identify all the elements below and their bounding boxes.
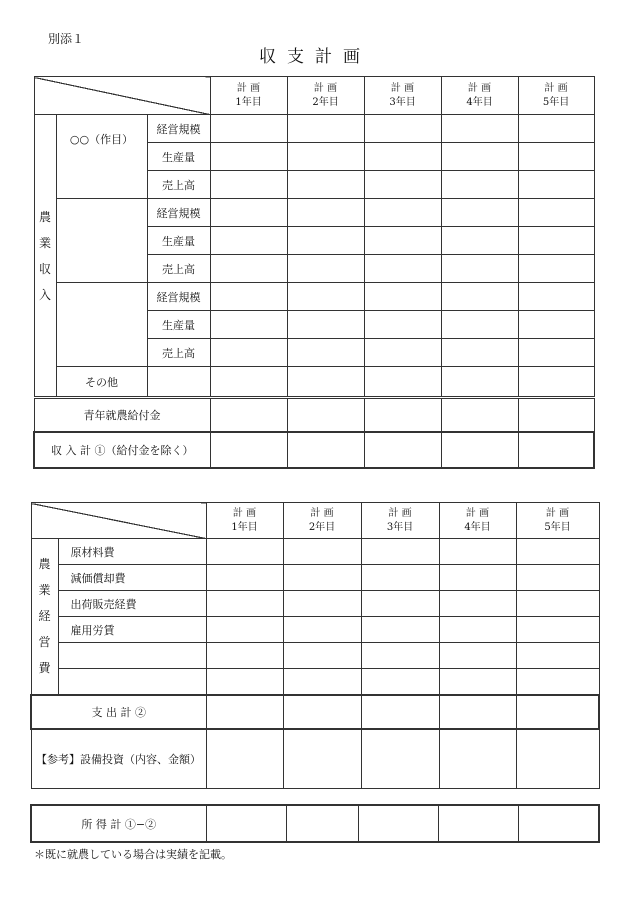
data-cell[interactable] [441,115,518,143]
data-cell[interactable] [286,805,358,842]
income-header-row [34,77,594,115]
data-cell[interactable] [287,115,364,143]
data-cell[interactable] [441,199,518,227]
data-cell[interactable] [439,617,516,643]
data-cell[interactable] [438,805,518,842]
subsidy-label: 青年就農給付金 [34,398,210,432]
data-cell[interactable] [516,591,599,617]
item-label: 生産量 [147,311,210,339]
profit-total-label: 所 得 計 ①−② [31,805,206,842]
data-cell[interactable] [287,398,364,432]
data-cell[interactable] [361,565,439,591]
data-cell[interactable] [518,143,594,171]
expense-item-label: 原材料費 [58,539,206,565]
data-cell[interactable] [516,643,599,669]
data-cell[interactable] [364,171,441,199]
data-cell[interactable] [364,255,441,283]
data-cell[interactable] [206,617,283,643]
data-cell[interactable] [287,311,364,339]
crop-name-cell[interactable] [56,199,147,283]
data-cell[interactable] [364,199,441,227]
data-cell[interactable] [518,367,594,398]
expense-item-label[interactable] [58,669,206,695]
header-diagonal-cell [31,503,206,539]
data-cell[interactable] [210,255,287,283]
year-header: 計 画 1年目 [206,503,283,539]
income-table [33,76,595,469]
annex-label: 別添１ [48,32,85,46]
data-cell[interactable] [283,539,361,565]
profit-table [30,804,600,843]
expense-item-label: 出荷販売経費 [58,591,206,617]
data-cell[interactable] [206,591,283,617]
data-cell[interactable] [518,255,594,283]
year-header: 計 画 5年目 [518,77,594,115]
data-cell[interactable] [283,669,361,695]
other-item-cell[interactable] [147,367,210,398]
data-cell[interactable] [518,283,594,311]
data-cell[interactable] [206,695,283,729]
data-cell[interactable] [439,669,516,695]
data-cell[interactable] [287,339,364,367]
data-cell[interactable] [361,729,439,789]
data-cell[interactable] [439,729,516,789]
data-cell[interactable] [364,432,441,468]
data-cell[interactable] [361,539,439,565]
data-cell[interactable] [361,643,439,669]
year-header: 計 画 3年目 [364,77,441,115]
item-label: 生産量 [147,227,210,255]
data-cell[interactable] [518,432,594,468]
data-cell[interactable] [210,339,287,367]
item-label: 生産量 [147,143,210,171]
item-label: 経営規模 [147,115,210,143]
data-cell[interactable] [518,339,594,367]
data-cell[interactable] [283,729,361,789]
expense-section-label: 農 業 経 営 費 [31,539,58,695]
data-cell[interactable] [518,171,594,199]
income-total-label: 収 入 計 ①（給付金を除く） [34,432,210,468]
footnote: ＊既に就農している場合は実績を記載。 [34,848,232,861]
data-cell[interactable] [518,398,594,432]
header-diagonal-cell [34,77,210,115]
year-header: 計 画 2年目 [287,77,364,115]
crop-name-cell: ○○（作目） [56,115,147,199]
item-label: 経営規模 [147,283,210,311]
data-cell[interactable] [361,669,439,695]
data-cell[interactable] [364,143,441,171]
investment-reference-label: 【参考】設備投資（内容、金額） [31,729,206,789]
crop-name-cell[interactable] [56,283,147,367]
data-cell[interactable] [439,591,516,617]
data-cell[interactable] [210,311,287,339]
data-cell[interactable] [283,591,361,617]
data-cell[interactable] [516,565,599,591]
year-header: 計 画 4年目 [441,77,518,115]
data-cell[interactable] [206,805,286,842]
data-cell[interactable] [361,591,439,617]
data-cell[interactable] [439,539,516,565]
data-cell[interactable] [287,171,364,199]
data-cell[interactable] [441,339,518,367]
data-cell[interactable] [210,398,287,432]
data-cell[interactable] [287,432,364,468]
data-cell[interactable] [361,617,439,643]
data-cell[interactable] [441,255,518,283]
data-cell[interactable] [441,398,518,432]
data-cell[interactable] [439,565,516,591]
data-cell[interactable] [518,311,594,339]
expense-item-label: 雇用労賃 [58,617,206,643]
item-label: 売上高 [147,339,210,367]
data-cell[interactable] [364,227,441,255]
data-cell[interactable] [439,643,516,669]
data-cell[interactable] [516,617,599,643]
data-cell[interactable] [206,643,283,669]
data-cell[interactable] [439,695,516,729]
expense-item-label: 減価償却費 [58,565,206,591]
data-cell[interactable] [287,143,364,171]
data-cell[interactable] [206,539,283,565]
data-cell[interactable] [364,367,441,398]
data-cell[interactable] [210,115,287,143]
data-cell[interactable] [206,669,283,695]
data-cell[interactable] [210,227,287,255]
data-cell[interactable] [210,432,287,468]
data-cell[interactable] [518,805,599,842]
data-cell[interactable] [283,695,361,729]
data-cell[interactable] [358,805,438,842]
page-title: 収支計画 [259,47,371,67]
expense-total-label: 支 出 計 ② [31,695,206,729]
year-header: 計 画 4年目 [439,503,516,539]
item-label: 売上高 [147,171,210,199]
data-cell[interactable] [210,171,287,199]
data-cell[interactable] [287,367,364,398]
data-cell[interactable] [287,227,364,255]
data-cell[interactable] [361,695,439,729]
data-cell[interactable] [441,283,518,311]
year-header: 計 画 5年目 [516,503,599,539]
data-cell[interactable] [364,115,441,143]
data-cell[interactable] [518,227,594,255]
year-header: 計 画 3年目 [361,503,439,539]
data-cell[interactable] [210,199,287,227]
expense-table [30,502,600,789]
data-cell[interactable] [283,565,361,591]
data-cell[interactable] [441,143,518,171]
data-cell[interactable] [287,199,364,227]
expense-item-label[interactable] [58,643,206,669]
data-cell[interactable] [516,539,599,565]
data-cell[interactable] [441,432,518,468]
data-cell[interactable] [206,565,283,591]
data-cell[interactable] [516,695,599,729]
data-cell[interactable] [518,115,594,143]
other-label: その他 [56,367,147,398]
data-cell[interactable] [206,729,283,789]
data-cell[interactable] [287,283,364,311]
data-cell[interactable] [516,669,599,695]
data-cell[interactable] [364,398,441,432]
income-section-label: 農 業 収 入 [34,115,56,398]
data-cell[interactable] [441,311,518,339]
data-cell[interactable] [283,643,361,669]
data-cell[interactable] [441,227,518,255]
data-cell[interactable] [210,283,287,311]
data-cell[interactable] [516,729,599,789]
item-label: 売上高 [147,255,210,283]
data-cell[interactable] [210,367,287,398]
data-cell[interactable] [210,143,287,171]
data-cell[interactable] [283,617,361,643]
data-cell[interactable] [364,283,441,311]
data-cell[interactable] [441,367,518,398]
expense-header-row [31,503,599,539]
item-label: 経営規模 [147,199,210,227]
data-cell[interactable] [518,199,594,227]
year-header: 計 画 2年目 [283,503,361,539]
year-header: 計 画 1年目 [210,77,287,115]
data-cell[interactable] [364,311,441,339]
data-cell[interactable] [441,171,518,199]
data-cell[interactable] [287,255,364,283]
data-cell[interactable] [364,339,441,367]
